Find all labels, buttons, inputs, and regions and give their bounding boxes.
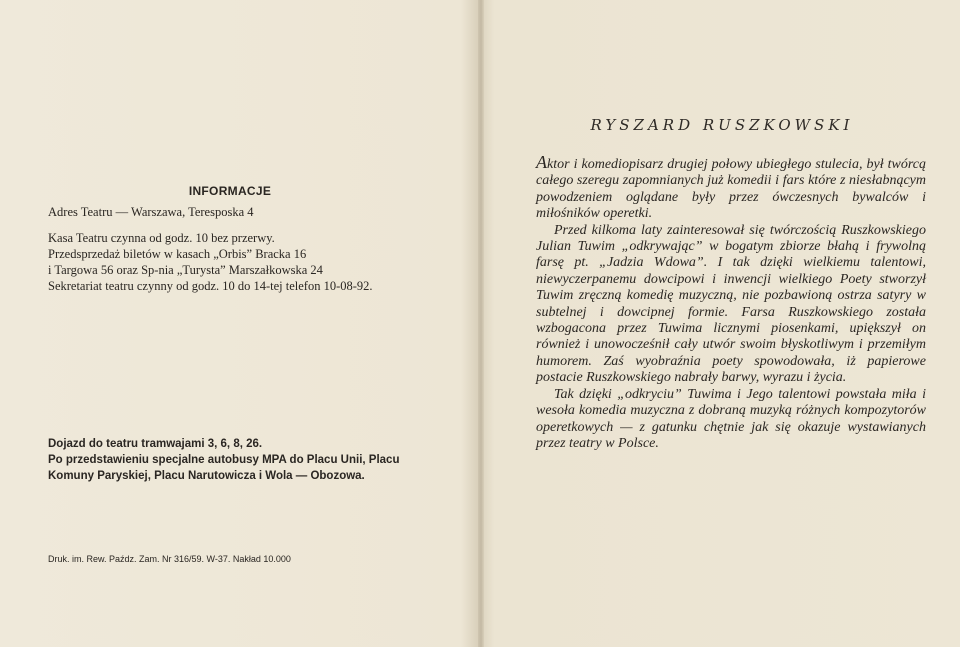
info-title: INFORMACJE xyxy=(188,184,272,198)
bio-paragraph: Tak dzięki „odkryciu” Tuwima i Jego talentowi powstała miła i wesoła komedia muzyczna z dobraną muzyką różnych kompozytorów operetkowych — z gatunku chętnie jak się okazuje wystawianych przez teatry w Polsce. xyxy=(536,386,926,451)
tram-line: Dojazd do teatru tramwajami 3, 6, 8, 26. xyxy=(48,438,263,450)
author-heading: RYSZARD RUSZKOWSKI xyxy=(590,116,854,134)
ticket-presale: Przedsprzedaż biletów w kasach „Orbis” Bracka 16 xyxy=(48,247,307,261)
bio-paragraph: Aktor i komediopisarz drugiej połowy ubiegłego stulecia, był twórcą całego szeregu zapomnianych już komedii i fars które z niesłabnącym powodzeniem oglądane były przez ówczesnych bywalców i miłośników operetki. xyxy=(536,152,926,222)
left-page xyxy=(0,0,478,647)
ticket-presale-cont: i Targowa 56 oraz Sp-nia „Turysta” Marszałkowska 24 xyxy=(48,263,323,277)
box-office-hours: Kasa Teatru czynna od godz. 10 bez przerwy. xyxy=(48,231,275,245)
transport-info xyxy=(48,436,448,484)
bus-line: Po przedstawieniu specjalne autobusy MPA do Placu Unii, Placu xyxy=(48,454,400,466)
bus-line-cont: Komuny Paryskiej, Placu Narutowicza i Wola — Obozowa. xyxy=(48,470,365,482)
author-bio xyxy=(536,154,926,452)
right-page xyxy=(484,0,960,647)
bio-paragraph: Przed kilkoma laty zainteresował się twórczością Ruszkowskiego Julian Tuwim „odkrywając” w bogatym zbiorze błahą i frywolną farsę pt. „Jadzia Wdowa”. I tak dzięki wielkiemu talentowi, niewyczerpanemu dowcipowi i inwencji wielkiego Poety stworzył Tuwim zręczną komedię muzyczną, nie pozbawioną ostrza satyry w subtelnej i dowcipnej formie. Farsa Ruszkowskiego została wzbogacona przez Tuwima licznymi piosenkami, upiększył on również i unowocześnił cały utwór swoim błyskotliwym i przemiłym humorem. Zaś wyobraźnia poety spowodowała, iż papierowe postacie Ruszkowskiego nabrały barwy, wyrazu i życia. xyxy=(536,222,926,386)
print-imprint: Druk. im. Rew. Paźdz. Zam. Nr 316/59. W-37. Nakład 10.000 xyxy=(48,554,291,564)
info-block xyxy=(48,204,448,294)
secretariat-hours: Sekretariat teatru czynny od godz. 10 do 14-tej telefon 10-08-92. xyxy=(48,279,373,293)
drop-cap: A xyxy=(536,152,547,172)
theatre-address: Adres Teatru — Warszawa, Teresposka 4 xyxy=(48,205,254,219)
